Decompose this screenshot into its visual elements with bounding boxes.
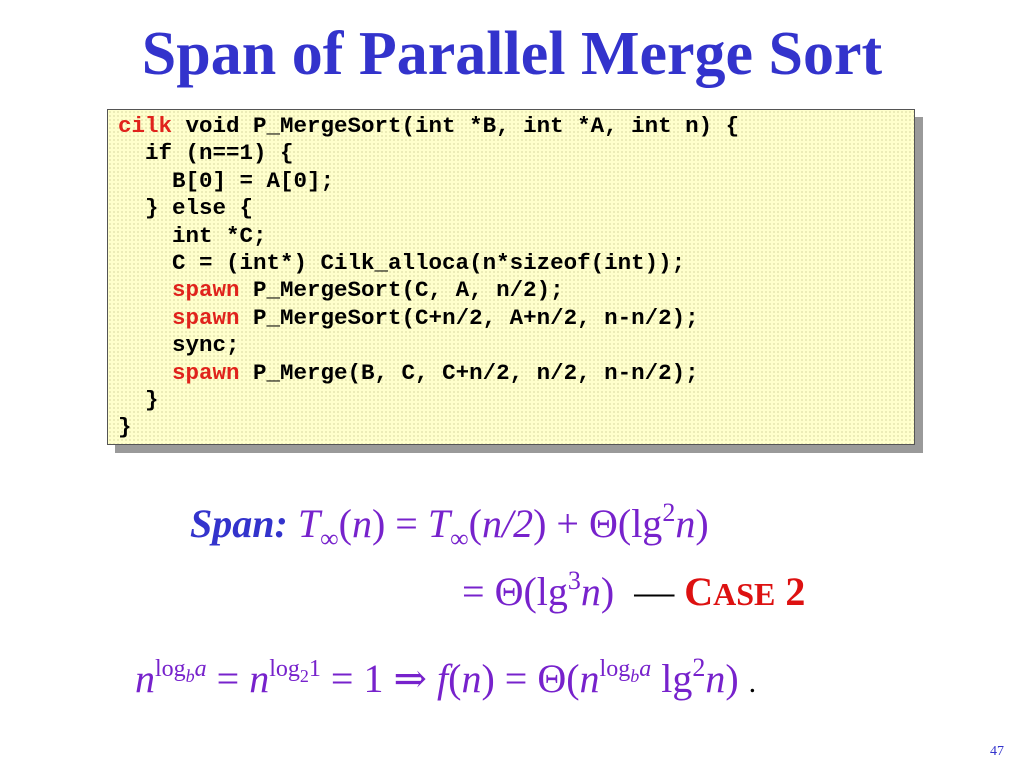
exponent-log-b-a: logba (155, 656, 207, 686)
span-recurrence-line1: Span: $T_\infty(n) = T_\infty(n/2) + \Theta(\lg^2n)$ (190, 498, 709, 553)
code-keyword: spawn (172, 277, 240, 304)
code-text: P_MergeSort(C, A, n/2); (239, 277, 564, 304)
var-n: n (135, 656, 155, 701)
t-symbol: T (427, 501, 451, 546)
code-line (118, 113, 739, 140)
code-text: sync; (172, 332, 240, 359)
plus: + (556, 501, 579, 546)
var-n: n (580, 569, 601, 614)
code-line (118, 223, 739, 250)
slide-title: Span of Parallel Merge Sort (141, 20, 883, 88)
master-theorem-line: $n^{log_ba} = n^{log_21} = 1$ ⇒ $f(n) = \Theta(n^{log_ba}$ $\lg^2n$) . (135, 653, 757, 701)
code-line (118, 140, 739, 167)
var-n: n (351, 501, 372, 546)
implies-arrow: ⇒ (393, 656, 427, 701)
theta-symbol: Θ (494, 569, 524, 614)
equals: = (330, 656, 354, 701)
exponent-log-b-a: logba (599, 656, 652, 686)
var-n: n (461, 656, 482, 701)
code-text: int *C; (172, 222, 267, 249)
code-line (118, 332, 739, 359)
code-line (118, 168, 739, 195)
code-text: C = (int*) Cilk_alloca(n*sizeof(int)); (172, 250, 686, 277)
code-line (118, 387, 739, 414)
lg: lg (536, 569, 568, 614)
case-ase: ASE (713, 576, 776, 612)
equals: = (216, 656, 240, 701)
code-line (118, 277, 739, 304)
infinity-symbol: ∞ (320, 524, 339, 553)
var-n: n (675, 501, 696, 546)
exponent-log-2-1: log21 (269, 656, 321, 686)
span-label: Span: (190, 501, 288, 546)
code-line (118, 250, 739, 277)
equals: = (395, 501, 418, 546)
em-dash: — (634, 569, 675, 614)
infinity-symbol: ∞ (450, 524, 469, 553)
lg: lg (631, 501, 663, 546)
code-line (118, 414, 739, 441)
code-text: void P_MergeSort(int *B, int *A, int n) { (172, 113, 740, 139)
exponent: 3 (567, 566, 581, 595)
var-n: n (249, 656, 270, 701)
code-keyword: cilk (118, 113, 173, 139)
code-line (118, 305, 739, 332)
code-line (118, 195, 739, 222)
var-f: f (436, 656, 449, 701)
span-recurrence-line2: = $\Theta(\lg^3n)$ — CASE 2 (462, 566, 806, 614)
one: 1 (363, 656, 384, 701)
code-text: } (145, 387, 159, 414)
case-c: C (684, 569, 714, 614)
code-text: } else { (145, 195, 254, 222)
var-n: n (705, 656, 726, 701)
case-label (684, 569, 805, 614)
equals: = (504, 656, 528, 701)
code-text: P_MergeSort(C+n/2, A+n/2, n-n/2); (239, 304, 699, 331)
t-symbol: T (297, 501, 321, 546)
period: . (748, 666, 757, 699)
exponent: 2 (662, 498, 676, 527)
var-n-half: n/2 (481, 501, 534, 546)
code-text: if (n==1) { (145, 140, 294, 167)
equals: = (462, 569, 485, 614)
code-text: B[0] = A[0]; (172, 167, 335, 194)
exponent: 2 (692, 653, 706, 682)
code-block (118, 113, 739, 442)
code-keyword: spawn (172, 304, 240, 331)
page-number: 47 (990, 744, 1004, 759)
var-n: n (579, 656, 600, 701)
code-keyword: spawn (172, 359, 240, 386)
code-line (118, 360, 739, 387)
code-text: P_Merge(B, C, C+n/2, n/2, n-n/2); (239, 359, 699, 386)
code-text: } (118, 414, 132, 441)
lg: lg (661, 656, 693, 701)
case-number: 2 (785, 569, 806, 614)
theta-symbol: Θ (588, 501, 618, 546)
theta-symbol: Θ (537, 656, 567, 701)
